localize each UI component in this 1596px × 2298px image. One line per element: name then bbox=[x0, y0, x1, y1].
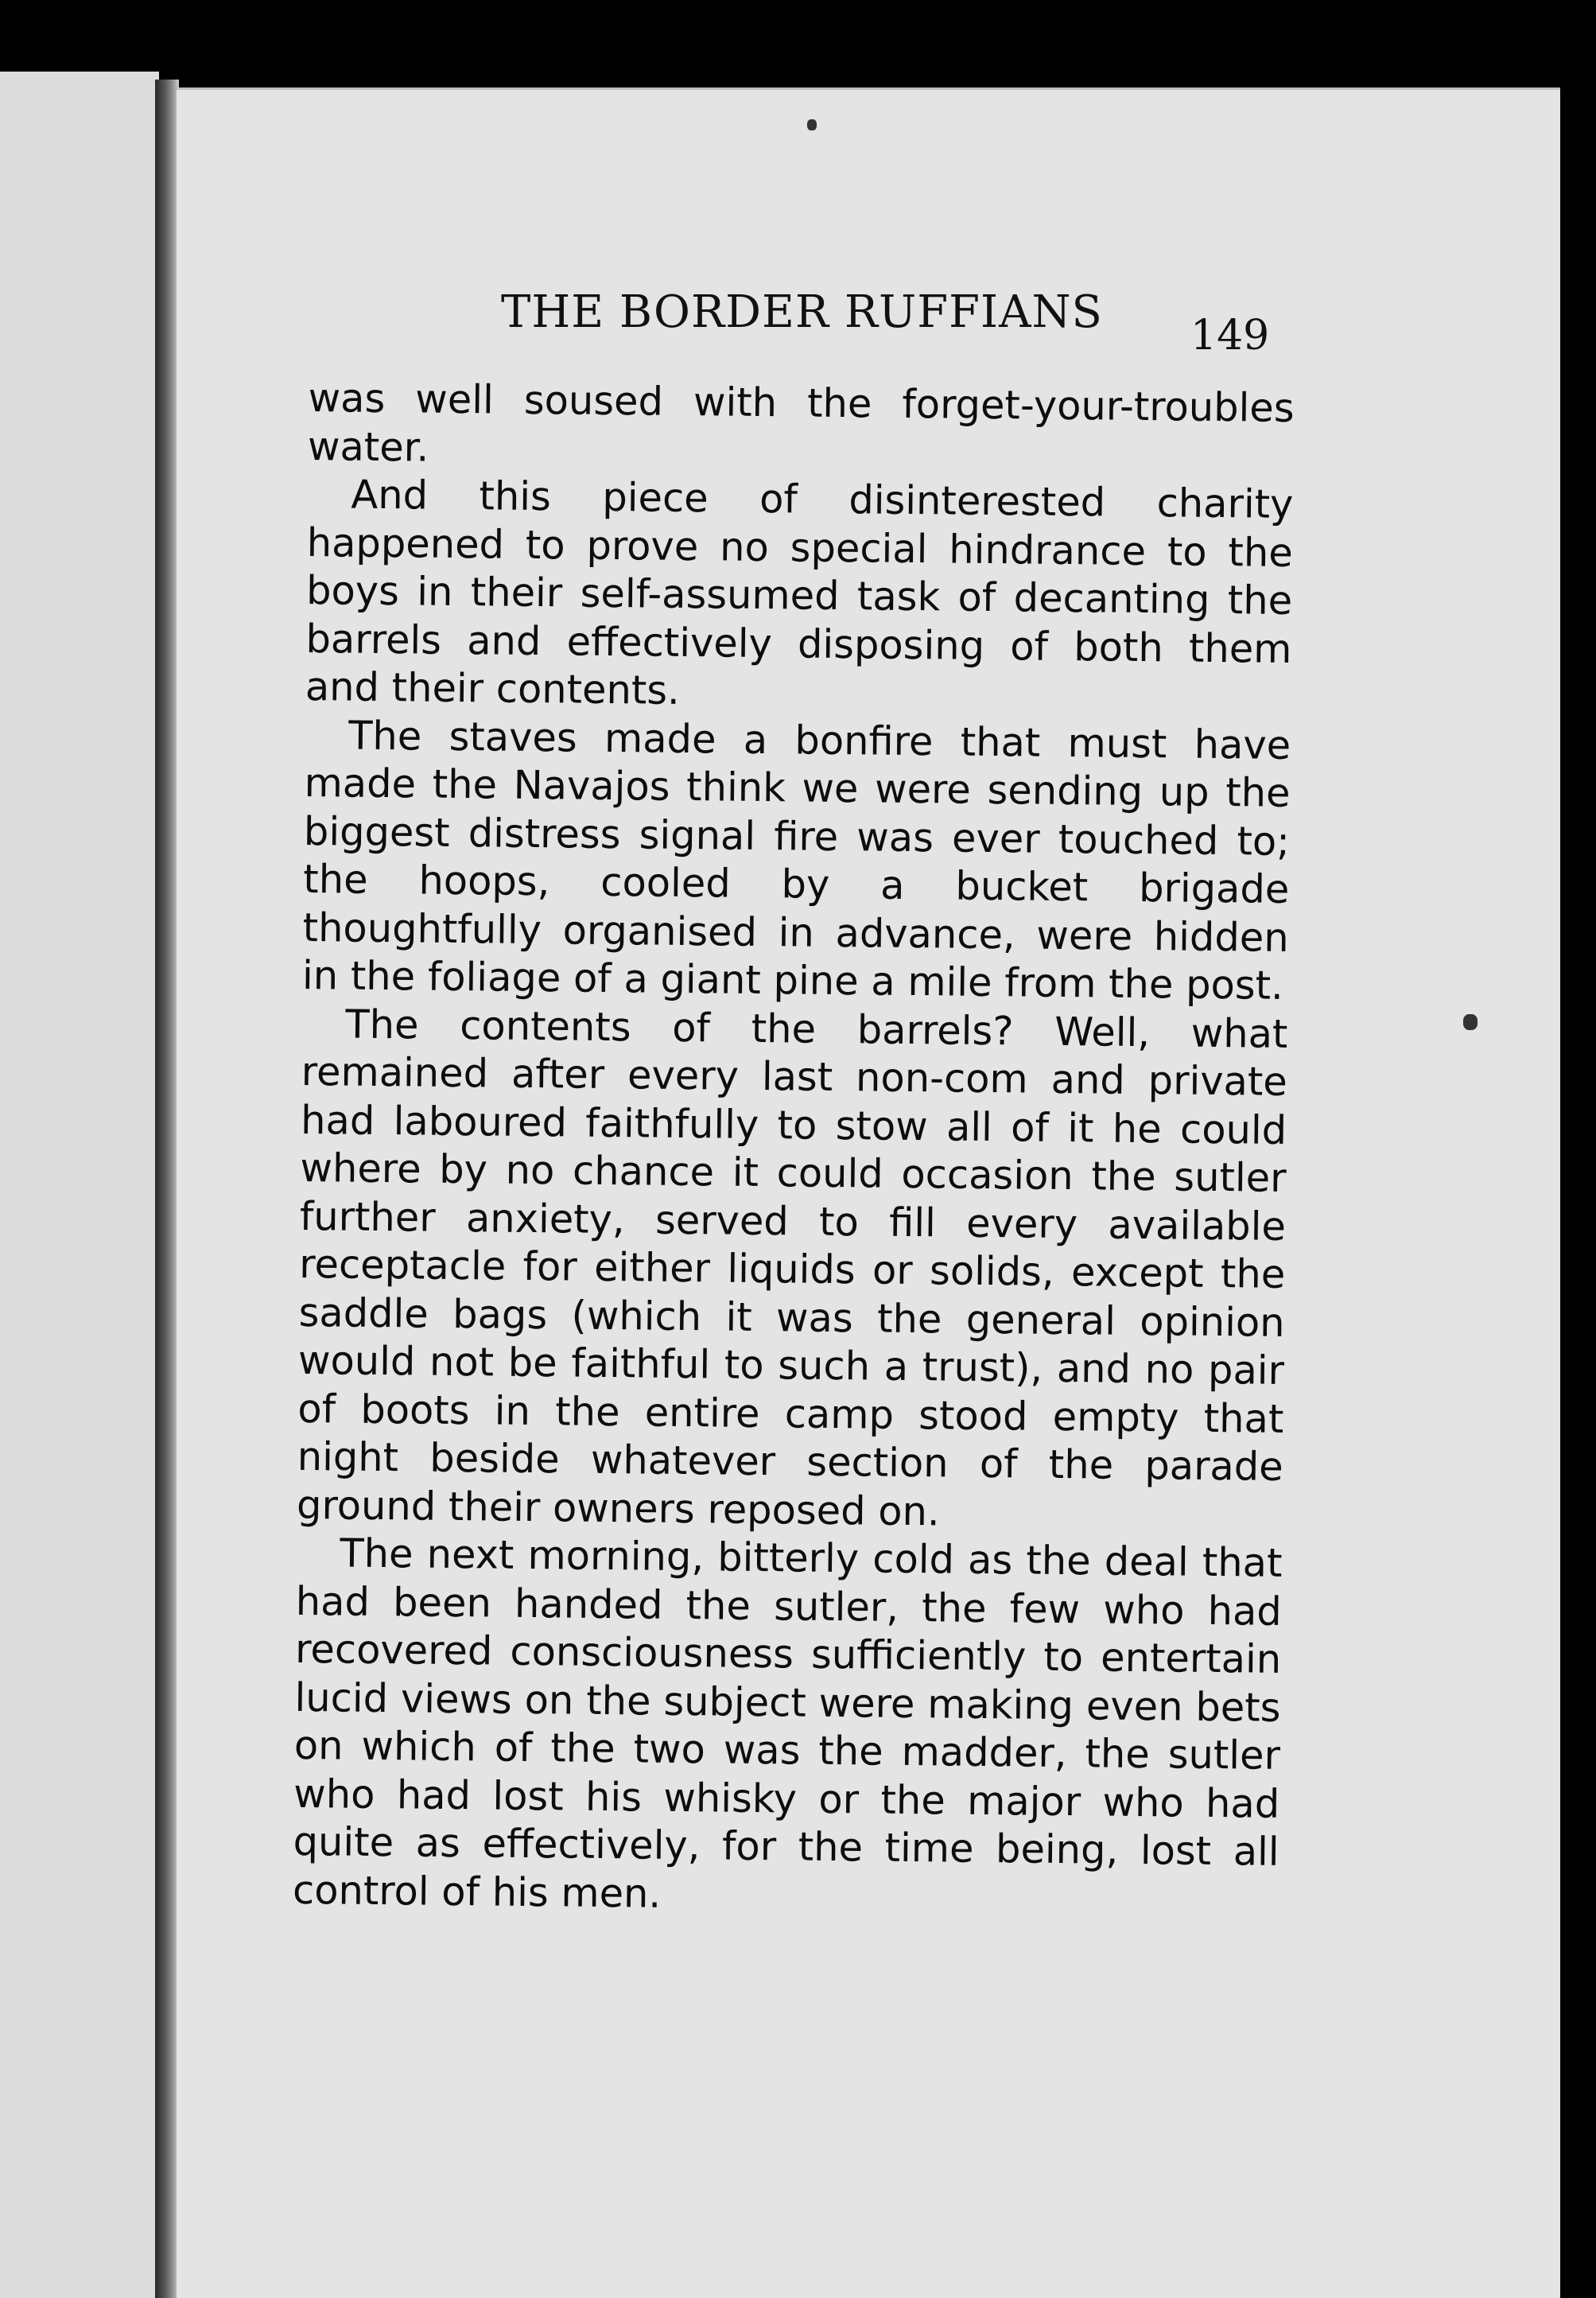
running-title: THE BORDER RUFFIANS bbox=[501, 286, 1103, 338]
page-edge-shadow bbox=[1560, 87, 1596, 2298]
body-text bbox=[293, 374, 1295, 1924]
paragraph: And this piece of disinterested charity happened to prove no special hindrance to the boys in their self-assumed task of decanting the barrels and effectively disposing of both them and their contents. bbox=[305, 471, 1294, 714]
paragraph: The staves made a bonfire that must have made the Navajos think we were sending up the biggest distress signal fire was ever touched to; the hoops, cooled by a bucket brigade thoughtfully organised in advance, were hidden in the foliage of a giant pine a mile from the post. bbox=[301, 712, 1291, 1009]
previous-page-edge bbox=[0, 72, 159, 2298]
paragraph: The next morning, bitterly cold as the deal that had been handed the sutler, the few who had recovered consciousness sufficiently to entertain lucid views on the subject were making even bets on which of the two was the madder, the sutler who had lost his whisky or the major who had quite as effectively, for the time being, lost all control of his men. bbox=[292, 1530, 1283, 1917]
paragraph: was well soused with the forget-your-troubles water. bbox=[307, 374, 1295, 471]
page-number: 149 bbox=[1190, 312, 1270, 360]
paragraph: The contents of the barrels? Well, what remained after every last non-com and private had laboured faithfully to stow all of it he could where by no chance it could occasion the sutler further anxiety, served to fill every available receptacle for either liquids or solids, except the saddle bags (which it was the general opinion would not be faithful to such a trust), and no pair of boots in the entire camp stood empty that night beside whatever section of the parade ground their owners reposed on. bbox=[296, 1001, 1288, 1534]
ink-speck bbox=[807, 119, 817, 130]
book-gutter bbox=[155, 80, 179, 2298]
ink-speck bbox=[1463, 1014, 1478, 1030]
page-header bbox=[501, 286, 1296, 338]
